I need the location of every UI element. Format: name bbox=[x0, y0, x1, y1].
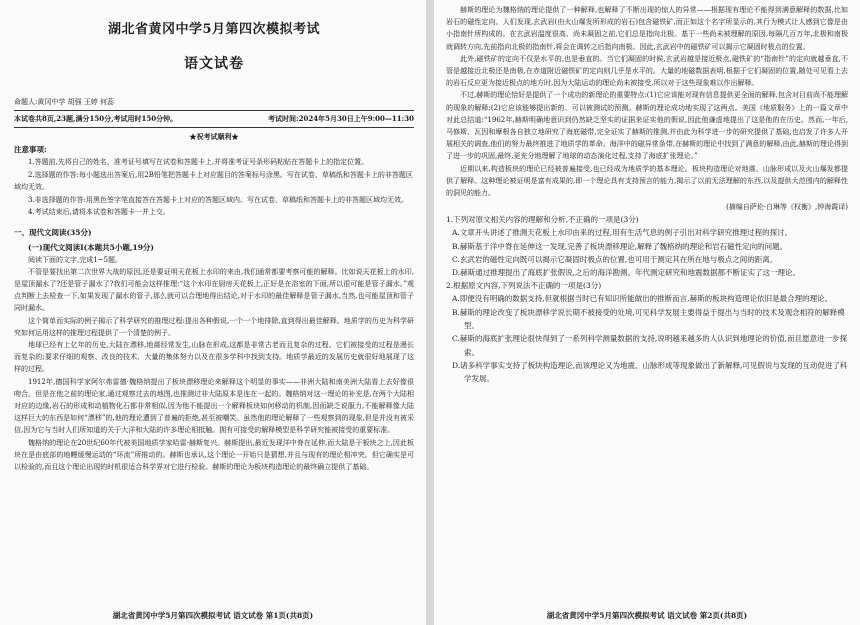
option-item: A.文章开头讲述了推测天花板上水印由来的过程,用有生活气息的例子引出对科学研究推理过程的探讨。 bbox=[452, 228, 793, 238]
question-2: 2.根据原文内容,下列说法不正确的一项是(3分) bbox=[446, 281, 602, 291]
note-item: 3.非选择题的作答:用黑色签字笔直接答在答题卡上对应的答题区域内。写在试卷、草稿纸和答题卡上的非答题区域均无效。 bbox=[28, 195, 409, 204]
passage-paragraph: 地球已经有上亿年的历史,大陆在漂移,地震经常发生,山脉在形成,这都是非常古老而且复杂的过程。它们被接受的过程是漫长而复杂的;要求仔细的观察、改良的技术、大量的集体努力以及在很多学科中找到支持。地质学最近的发展历史就很好地展现了这样的过程。 bbox=[14, 340, 414, 374]
note-item: 4.考试结束后,请将本试卷和答题卡一并上交。 bbox=[28, 208, 170, 216]
subsection-heading: (一)现代文阅读Ⅰ(本题共5小题,19分) bbox=[28, 242, 154, 252]
note-item: 2.选择题的作答:每小题选出答案后,用2B铅笔把答题卡上对应题目的答案标号涂黑。写在试卷、草稿纸和答题卡上的非答题区域均无效。 bbox=[14, 170, 413, 191]
good-luck-banner: ★祝考试顺利★ bbox=[189, 132, 239, 141]
option-item: B.赫斯基于洋中脊在延伸这一发现,完善了板块漂移理论,解释了魏格纳的理论和岩石磁性定向的问题。 bbox=[452, 241, 788, 251]
passage-paragraph: 1912年,德国科学家阿尔弗雷德·魏格纳提出了板块漂移理论来解释这个明显的事实——非洲大陆和南美洲大陆看上去好像很吻合。但是在他之前的理论家,通过观察过去的地图,也推测过非大陆原本是连在一起的。魏格纳对这一理论的补充是,在两个大陆相对应的边缘,岩石的形成和动植物化石都非常相似,因为他不能提出一个解释板块如何移动的机制,因而缺乏说服力,不能解释像大陆这样巨大的东西是如何“漂移”的,他的理论遭到了普遍的拒绝,甚至被嘲笑。虽然他的理论解释了一些观察到的现象,但是并没有被采信,因为它与当时人们所知道的关于大洋和大陆的许多理论相抵触。拥有可接受的解释模型是科学研究能被接受的重要标准。 bbox=[14, 377, 414, 435]
info-left: 本试卷共8页,23题,满分150分,考试用时150分钟。 bbox=[14, 114, 178, 123]
option-item: C.玄武岩的磁性定向既可以揭示它凝固时极点的位置,也可用于测定其在所在地与极点之间的距离。 bbox=[452, 254, 778, 264]
exam-subtitle: 语文试卷 bbox=[184, 56, 244, 72]
passage-paragraph: 不管是要找出第二次世界大战的原因,还是要证明天花板上水印的来由,我们通常都要考察可能的解释。比如说天花板上的水印,是屋顶漏水了?还是管子漏水了?我们可能会这样推理:“这个水印在厨房天花板上,正好是在浴室的下面,所以很可能是管子漏水。”观点判断上去检查一下,如果发现了漏水的管子,那么就可以合理地得出结论,对于水印的最佳解释是管子漏水,当然,也可能屋顶和管子同时漏水。 bbox=[14, 267, 414, 313]
divider bbox=[14, 110, 414, 111]
option-item: C.赫斯的海底扩张理论很快得到了一系列科学测量数据的支持,说明越来越多的人认识到地理论的价值,而且愿意进一步探索。 bbox=[452, 334, 848, 357]
authors-line: 命题人:黄冈中学 胡强 王婷 何蕊 bbox=[14, 98, 115, 106]
note-item: 1.答题前,先将自己的姓名、准考证号填写在试卷和答题卡上,并将准考证号条形码粘贴在答题卡上的指定位置。 bbox=[28, 158, 369, 166]
divider bbox=[14, 127, 414, 128]
notes-title: 注意事项: bbox=[14, 145, 47, 154]
option-item: D.诸多科学事实支持了板块构造理论,而该理论又为地震、山脉形成等现象做出了新解释,可见假说与发现的互动促进了科学发展。 bbox=[452, 360, 848, 384]
page-footer: 湖北省黄冈中学5月第四次模拟考试 语文试卷 第1页(共8页) bbox=[112, 611, 314, 620]
option-item: A.即便没有明确的数据支持,但就根据当时已有知识所能做出的推断而言,赫斯的板块构造理论依旧是最合理的理论。 bbox=[452, 294, 833, 304]
passage-paragraph: 魏格纳的理论在20世纪60年代被美国地质学家哈雷·赫斯复兴。赫斯提出,最近发现洋中脊在延伸,而大陆是于板块之上,因此板块在是由底部的地幔缓慢运动的“环流”所推动的。赫斯也承认,这个理论一开始只是猜想,并且与现有的理论相冲突。但它确实是可以检验的,而且这个理论出现的时机很适合科学界对它进行检验。赫斯的理论为板块构造理论的最终确立提供了基础。 bbox=[14, 438, 414, 471]
section-heading: 一、现代文阅读(35分) bbox=[14, 227, 92, 237]
page-1 bbox=[0, 0, 426, 625]
exam-title: 湖北省黄冈中学5月第四次模拟考试 bbox=[107, 22, 321, 37]
exam-info bbox=[14, 113, 414, 124]
page-footer: 湖北省黄冈中学5月第四次模拟考试 语文试卷 第2页(共8页) bbox=[546, 611, 748, 620]
page-2 bbox=[434, 0, 860, 625]
passage-paragraph: 不过,赫斯的理论恰好是提供了一个成功的新理论的重要特点:(1)它应该能对现有信息提供更全面的解释,包含对目前尚不能理解的现象的解释;(2)它应该能够提出新的、可以被测试的预测。赫斯的理论成功地实现了这两点。美国《地质服务》上的一篇文章中对此总结道:“1962年,赫斯明确地意识到仍然缺乏坚实的证据来证实他的假说,因此他谦虚地提出了这是他的在历史。然而,一年后,马修斯、瓦因和摩根各自独立地研究了海底磁带,完全证实了赫斯的推测,并由此为科学进一步的研究提供了基础,也启发了许多人开展相关的调查,他们的努力最终推进了地质学的革命。海洋中的磁异常条带,在赫斯的理论中找到了满意的解释,由此,赫斯的理论得到了进一步的巩固,最终,更充分地理解了地球的动态演化过程,支持了海底扩张理论。” bbox=[446, 91, 848, 161]
source-citation: (摘编自萨伦·白琳等《权衡》,钟海霞译) bbox=[726, 203, 848, 212]
option-item: B.赫斯的理论改变了板块漂移学说长期不被接受的处境,可见科学发展主要得益于提出与当时的技术及观念相符的解释模型。 bbox=[452, 307, 845, 331]
question-1: 1.下列对原文相关内容的理解和分析,不正确的一项是(3分) bbox=[446, 215, 639, 225]
passage-paragraph: 此外,磁铁矿的定向不仅是水平的,也是垂直的。当它们凝固的时候,玄武岩越是接近极点,磁铁矿的“指南针”的定向就越垂直,不管是越接近北极还是南极,在赤道附近磁铁矿的定向则几乎是水平的。大量的地磁数据表明,根据于它们凝固的位置,随处可见看上去的岩石反应更为接近极点的地方时,因为大陆运动的理论尚未被接受,所以对于这些现象难以作出解释。 bbox=[446, 54, 848, 88]
instruction: 阅读下面的文字,完成1~5题。 bbox=[28, 255, 122, 264]
passage-paragraph: 这个简单而实际的例子揭示了科学研究的推理过程:提出各种假说,一个一个地排除,直到得出最佳解释。地质学的历史为科学研究如何运用这样的推理过程提供了一个清楚的例子。 bbox=[14, 316, 414, 337]
option-item: D.赫斯通过推理提出了海底扩张假说,之后的海洋勘测、年代测定研究和地震数据都不断证实了这一理论。 bbox=[452, 268, 801, 278]
info-right: 考试时间:2024年5月30日上午9:00—11:30 bbox=[268, 114, 414, 123]
passage-paragraph: 赫斯的理论为魏格纳的理论提供了一种解释,也解释了不断出现的惊人的异常——根据现有理论不能得到满意解释的数据,比如岩石的磁性定向。人们发现,玄武岩(由火山爆发所形成的岩石)包含磁铁矿,而正如这个名字所显示的,其行为模式让人感到它像是由小指南针所构成的。在玄武岩温度很高、尚未凝固之前,它们总是指向北极。基于一些尚未被理解的原因,每隔几百万年,北极和南极就调转方向,先前指向北极的指南针,将会在调转之后指向南极。因此,玄武岩中的磁铁矿可以揭示它凝固时极点的位置。 bbox=[446, 6, 848, 51]
passage-paragraph: 近期以来,构造板块的理论已经被普遍接受,也已经成为地质学的基本理论。板块构造理论对地震、山脉形成以及火山爆发都提供了解释。这种理论被证明是富有成果的,即一个理论具有支持预言的能力,揭示了以前无法理解的东西,以及提供大范围内的解释性的洞见的能力。 bbox=[446, 164, 848, 198]
